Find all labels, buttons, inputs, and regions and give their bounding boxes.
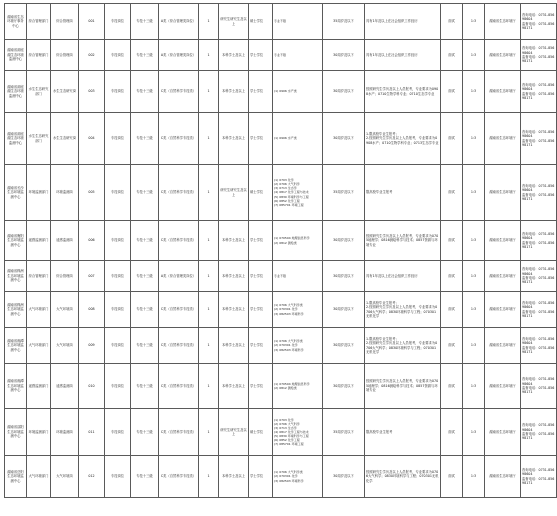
count-cell: 1 [199,364,219,409]
contact-cell: 咨询电话：0731-85698604 监督电话：0731-85698171 [521,4,557,40]
ratio-cell: 1:3 [463,261,485,292]
position-cell: 综合管理岗 [51,40,79,71]
position-cell: 遥感监测岗 [51,221,79,261]
table-row [5,292,557,328]
dept-cell: 大气环境部门 [27,328,51,364]
code-cell: 005 [79,165,105,221]
contact-cell: 咨询电话：0731-85698604 监督电话：0731-85698171 [521,328,557,364]
code-cell: 011 [79,409,105,456]
unit-cell: 湖南省生态环境厅 [485,409,521,456]
education-cell: 研究生研究生及以上 [219,409,249,456]
age-cell: 30周岁及以下 [323,113,365,165]
method-cell: 面试 [441,221,463,261]
dept-cell: 遥感监测部门 [27,364,51,409]
degree-cell: 硕士学位 [249,165,273,221]
dept-cell: 大气环境部门 [27,456,51,498]
contact-cell: 咨询电话：0731-85698604 监督电话：0731-85698171 [521,292,557,328]
other-cell: 限高校毕业生报考 [365,409,441,456]
level-cell: 专技十三级 [131,409,159,456]
ratio-cell: 1:3 [463,409,485,456]
dept-cell: 水生生态研究部门 [27,113,51,165]
unit-cell: 湖南省生态环境厅 [485,71,521,113]
age-cell: 35周岁及以下 [323,409,365,456]
category-cell: 专技岗位 [105,261,131,292]
ratio-cell: 1:3 [463,456,485,498]
employer-cell: 湖南省洞庭湖生态环境监测中心 [5,113,27,165]
employer-cell: 湖南省邵阳生态环境监测中心 [5,409,27,456]
ratio-cell: 1:3 [463,221,485,261]
other-cell: 按照研究生学历及以上人员报考，专业要求为0706大气科学；0830环境科学与工程；070301无机化学 [365,456,441,498]
type-cell: A类（综合管理类岗位） [159,40,199,71]
table-row [5,165,557,221]
category-cell: 专技岗位 [105,328,131,364]
other-cell: 具有1年及以上在社会组织工作经历 [365,261,441,292]
level-cell: 专技十三级 [131,328,159,364]
ratio-cell: 1:3 [463,113,485,165]
table-row [5,113,557,165]
other-cell: 1.限高校毕业生报考； 2.按照研究生学历及以上人员报考，专业要求为0706大气科学；0830环境科学与工程；070301无机化学 [365,292,441,328]
position-cell: 水生生态研究岗 [51,71,79,113]
position-cell: 大气环境岗 [51,328,79,364]
degree-cell: 硕士学位 [249,409,273,456]
method-cell: 面试 [441,40,463,71]
unit-cell: 湖南省生态环境厅 [485,292,521,328]
majors-cell: (1) 0706 大气科学类 (2) 070301 化学 (3) 082503 环境科学 [273,456,323,498]
ratio-cell: 1:3 [463,4,485,40]
ratio-cell: 1:3 [463,364,485,409]
count-cell: 1 [199,409,219,456]
category-cell: 专技岗位 [105,292,131,328]
age-cell: 30周岁及以下 [323,328,365,364]
degree-cell: 学士学位 [249,71,273,113]
code-cell: 003 [79,71,105,113]
majors-cell: (1) 0906 水产类 [273,71,323,113]
degree-cell: 学士学位 [249,221,273,261]
type-cell: C类（自然科学专技类） [159,292,199,328]
other-cell: 1.限高校毕业生报考； 2.按照研究生学历及以上人员报考，专业要求为0706大气科学；0830环境科学与工程；070301无机化学 [365,328,441,364]
recruitment-table [4,3,557,498]
unit-cell: 湖南省生态环境厅 [485,40,521,71]
ratio-cell: 1:3 [463,165,485,221]
ratio-cell: 1:3 [463,292,485,328]
degree-cell: 学士学位 [249,40,273,71]
table-row [5,409,557,456]
type-cell: C类（自然科学专技类） [159,221,199,261]
table-row [5,328,557,364]
unit-cell: 湖南省生态环境厅 [485,221,521,261]
code-cell: 007 [79,261,105,292]
degree-cell: 学士学位 [249,328,273,364]
position-cell: 环境监测岗 [51,409,79,456]
age-cell: 30周岁及以下 [323,221,365,261]
level-cell: 专技十三级 [131,292,159,328]
majors-cell: (1) 0703 化学 (2) 0706 大气科学 (3) 0713 生态学 (4) 0817 化学工程与技术 (5) 0830 环境科学与工程 (6) 0852 化学工程 (7) 085701 环境工程 [273,165,323,221]
degree-cell: 学士学位 [249,261,273,292]
table-row [5,456,557,498]
type-cell: C类（自然科学专技类） [159,71,199,113]
method-cell: 面试 [441,4,463,40]
level-cell: 专技十三级 [131,221,159,261]
position-cell: 水生生态研究岗 [51,113,79,165]
education-cell: 本科学士及以上 [219,364,249,409]
majors-cell: 专业不限 [273,40,323,71]
other-cell: 按照研究生学历及以上人员报考，专业要求为0705地理学；0816测绘科学与技术；0857资源与环境专业 [365,364,441,409]
age-cell: 30周岁及以下 [323,261,365,292]
table-row [5,40,557,71]
method-cell: 面试 [441,328,463,364]
education-cell: 本科学士及以上 [219,71,249,113]
age-cell: 35周岁及以下 [323,165,365,221]
count-cell: 1 [199,71,219,113]
age-cell: 35周岁及以下 [323,4,365,40]
count-cell: 1 [199,40,219,71]
dept-cell: 遥感监测部门 [27,221,51,261]
table-row [5,4,557,40]
method-cell: 面试 [441,364,463,409]
contact-cell: 咨询电话：0731-85698604 监督电话：0731-85698171 [521,261,557,292]
age-cell: 30周岁及以下 [323,40,365,71]
majors-cell: 专业不限 [273,4,323,40]
position-cell: 综合管理岗 [51,4,79,40]
level-cell: 专技十三级 [131,261,159,292]
category-cell: 专技岗位 [105,456,131,498]
majors-cell: (1) 070504 地理信息科学 (2) 0812 测绘类 [273,221,323,261]
table-row [5,71,557,113]
dept-cell: 综合管理部门 [27,261,51,292]
degree-cell: 学士学位 [249,456,273,498]
majors-cell: (1) 0706 大气科学类 (2) 070301 化学 (3) 082503 环境科学 [273,292,323,328]
method-cell: 面试 [441,261,463,292]
type-cell: A类（综合管理类岗位） [159,261,199,292]
code-cell: 006 [79,221,105,261]
code-cell: 001 [79,4,105,40]
dept-cell: 综合管理部门 [27,40,51,71]
other-cell: 具有1年及以上在社会组织工作经历 [365,4,441,40]
table-row [5,221,557,261]
education-cell: 本科学士及以上 [219,221,249,261]
code-cell: 012 [79,456,105,498]
type-cell: C类（自然科学专技类） [159,364,199,409]
education-cell: 本科学士及以上 [219,456,249,498]
other-cell: 按照研究生学历及以上人员报考，专业要求为0705地理学；0816测绘科学与技术；0857资源与环境专业 [365,221,441,261]
contact-cell: 咨询电话：0731-85698604 监督电话：0731-85698171 [521,71,557,113]
contact-cell: 咨询电话：0731-85698604 监督电话：0731-85698171 [521,409,557,456]
level-cell: 专技十三级 [131,113,159,165]
majors-cell: (1) 070504 地理信息科学 (2) 0812 测绘类 [273,364,323,409]
code-cell: 008 [79,292,105,328]
unit-cell: 湖南省生态环境厅 [485,456,521,498]
education-cell: 本科学士及以上 [219,328,249,364]
code-cell: 002 [79,40,105,71]
method-cell: 面试 [441,165,463,221]
type-cell: C类（自然科学专技类） [159,328,199,364]
count-cell: 1 [199,292,219,328]
category-cell: 专技岗位 [105,40,131,71]
majors-cell: (1) 0706 大气科学类 (2) 070301 化学 (3) 082503 环境科学 [273,328,323,364]
method-cell: 面试 [441,292,463,328]
employer-cell: 湖南省生态环境厅事务中心 [5,4,27,40]
employer-cell: 湖南省洞庭湖生态环境监测中心 [5,40,27,71]
other-cell: 1.限高校毕业生报考； 2.按照研究生学历及以上人员报考，专业要求为0908水产；0710生物学科专业；0713生态学专业 [365,113,441,165]
majors-cell: 专业不限 [273,261,323,292]
method-cell: 面试 [441,456,463,498]
contact-cell: 咨询电话：0731-85698604 监督电话：0731-85698171 [521,364,557,409]
ratio-cell: 1:3 [463,71,485,113]
employer-cell: 湖南省株洲生态环境监测中心 [5,292,27,328]
count-cell: 1 [199,328,219,364]
degree-cell: 硕士学位 [249,4,273,40]
employer-cell: 湖南省长沙生态环境监测中心 [5,165,27,221]
type-cell: C类（自然科学专技类） [159,165,199,221]
unit-cell: 湖南省生态环境厅 [485,364,521,409]
unit-cell: 湖南省生态环境厅 [485,261,521,292]
employer-cell: 湖南省衡阳生态环境监测中心 [5,221,27,261]
employer-cell: 湖南省株洲生态环境监测中心 [5,261,27,292]
education-cell: 研究生研究生及以上 [219,165,249,221]
count-cell: 1 [199,456,219,498]
education-cell: 研究生研究生及以上 [219,4,249,40]
contact-cell: 咨询电话：0731-85698604 监督电话：0731-85698171 [521,40,557,71]
level-cell: 专技十三级 [131,456,159,498]
degree-cell: 学士学位 [249,113,273,165]
category-cell: 专技岗位 [105,113,131,165]
majors-cell: (1) 0703 化学 (2) 0706 大气科学 (3) 0713 生态学 (4) 0817 化学工程与技术 (5) 0830 环境科学与工程 (6) 0852 化学工程 (7) 085701 环境工程 [273,409,323,456]
unit-cell: 湖南省生态环境厅 [485,165,521,221]
category-cell: 专技岗位 [105,221,131,261]
category-cell: 专技岗位 [105,71,131,113]
type-cell: C类（自然科学专技类） [159,409,199,456]
type-cell: A类（综合管理类岗位） [159,4,199,40]
method-cell: 面试 [441,71,463,113]
contact-cell: 咨询电话：0731-85698604 监督电话：0731-85698171 [521,456,557,498]
education-cell: 本科学士及以上 [219,113,249,165]
education-cell: 本科学士及以上 [219,40,249,71]
level-cell: 专技十三级 [131,364,159,409]
count-cell: 1 [199,4,219,40]
dept-cell: 综合管理部门 [27,4,51,40]
type-cell: C类（自然科学专技类） [159,113,199,165]
education-cell: 本科学士及以上 [219,261,249,292]
category-cell: 专技岗位 [105,165,131,221]
dept-cell: 大气环境部门 [27,292,51,328]
level-cell: 专技十三级 [131,4,159,40]
type-cell: C类（自然科学专技类） [159,456,199,498]
count-cell: 1 [199,113,219,165]
position-cell: 环境监测岗 [51,165,79,221]
count-cell: 1 [199,165,219,221]
count-cell: 1 [199,221,219,261]
category-cell: 专技岗位 [105,364,131,409]
other-cell: 按照研究生学历及以上人员报考，专业要求为0908水产；0710生物学科专业；0710生态学专业 [365,71,441,113]
level-cell: 专技十三级 [131,165,159,221]
age-cell: 30周岁及以下 [323,71,365,113]
age-cell: 30周岁及以下 [323,364,365,409]
code-cell: 004 [79,113,105,165]
contact-cell: 咨询电话：0731-85698604 监督电话：0731-85698171 [521,221,557,261]
table-row [5,364,557,409]
table-row [5,261,557,292]
method-cell: 面试 [441,113,463,165]
position-cell: 大气环境岗 [51,456,79,498]
level-cell: 专技十三级 [131,71,159,113]
degree-cell: 学士学位 [249,364,273,409]
method-cell: 面试 [441,409,463,456]
position-cell: 综合管理岗 [51,261,79,292]
employer-cell: 湖南省湘潭生态环境监测中心 [5,328,27,364]
employer-cell: 湖南省洞庭湖生态环境监测中心 [5,71,27,113]
ratio-cell: 1:3 [463,328,485,364]
unit-cell: 湖南省生态环境厅 [485,113,521,165]
employer-cell: 湖南省湘潭生态环境监测中心 [5,364,27,409]
unit-cell: 湖南省生态环境厅 [485,328,521,364]
age-cell: 30周岁及以下 [323,456,365,498]
level-cell: 专技十三级 [131,40,159,71]
category-cell: 专技岗位 [105,4,131,40]
position-cell: 遥感监测岗 [51,364,79,409]
position-cell: 大气环境岗 [51,292,79,328]
contact-cell: 咨询电话：0731-85698604 监督电话：0731-85698171 [521,165,557,221]
employer-cell: 湖南省岳阳生态环境监测中心 [5,456,27,498]
dept-cell: 水生生态研究部门 [27,71,51,113]
other-cell: 具有1年及以上在社会组织工作经历 [365,40,441,71]
unit-cell: 湖南省生态环境厅 [485,4,521,40]
education-cell: 本科学士及以上 [219,292,249,328]
code-cell: 010 [79,364,105,409]
category-cell: 专技岗位 [105,409,131,456]
contact-cell: 咨询电话：0731-85698604 监督电话：0731-85698171 [521,113,557,165]
age-cell: 30周岁及以下 [323,292,365,328]
code-cell: 009 [79,328,105,364]
degree-cell: 学士学位 [249,292,273,328]
count-cell: 1 [199,261,219,292]
other-cell: 限高校毕业生报考 [365,165,441,221]
ratio-cell: 1:3 [463,40,485,71]
dept-cell: 环境监测部门 [27,165,51,221]
majors-cell: (1) 0906 水产类 [273,113,323,165]
dept-cell: 环境监测部门 [27,409,51,456]
